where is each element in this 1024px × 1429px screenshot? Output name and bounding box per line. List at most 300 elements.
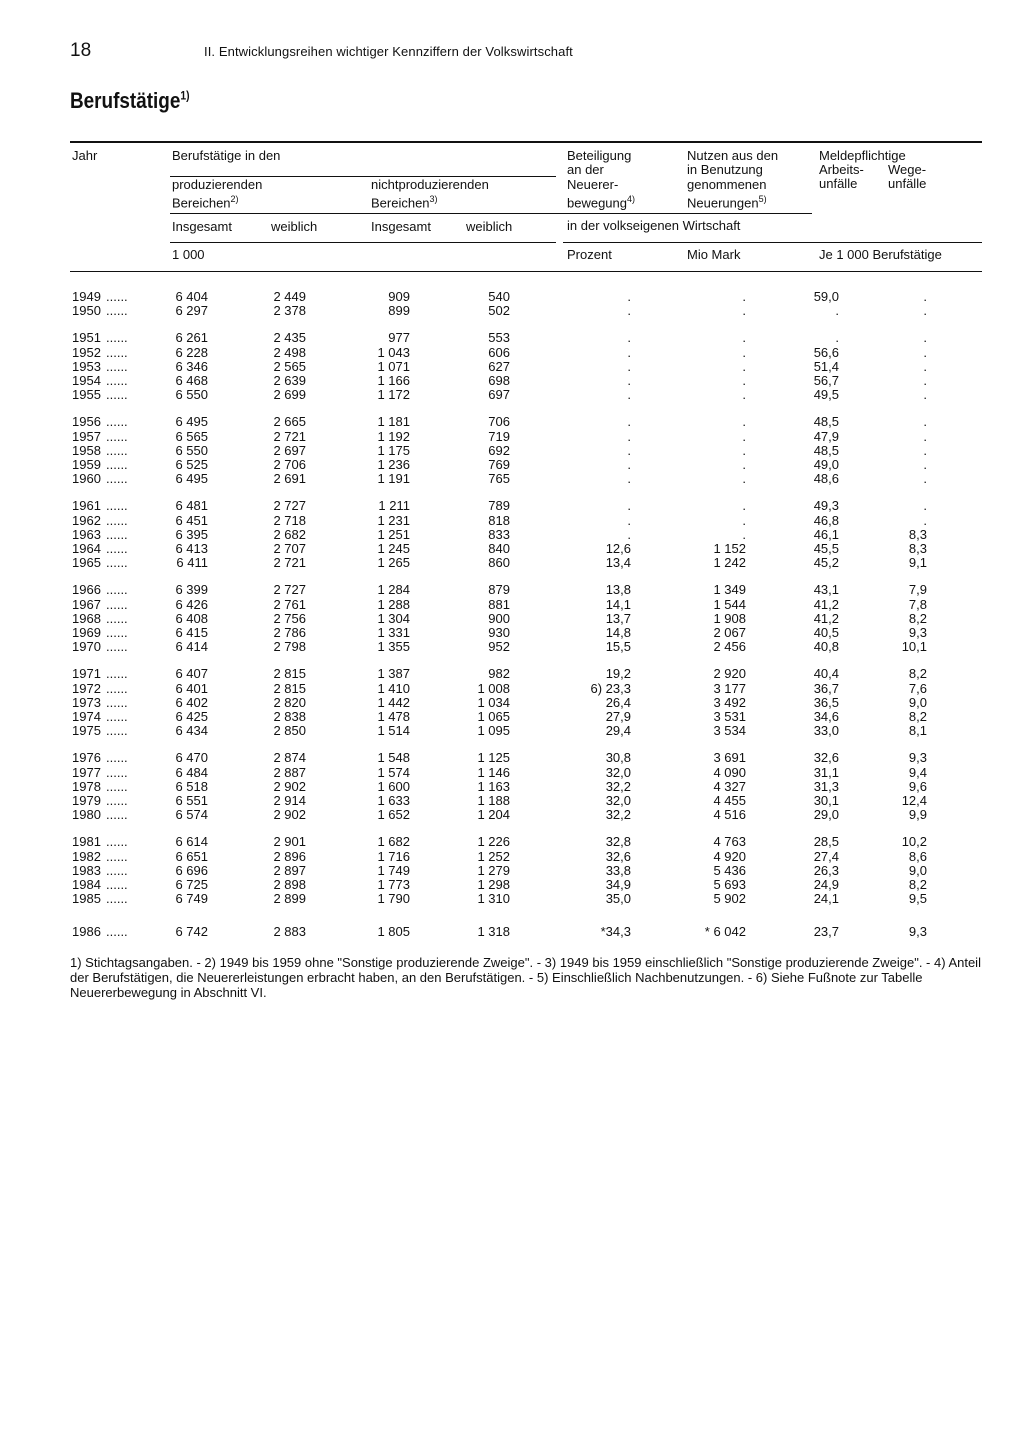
cell-produzierend-insgesamt: 6 434: [175, 723, 208, 739]
header-insgesamt-prod: Insgesamt: [172, 219, 232, 234]
cell-arbeitsunfaelle: 49,0: [813, 457, 839, 472]
cell-produzierend-insgesamt: 6 614: [175, 834, 208, 850]
cell-produzierend-weiblich: 2 665: [273, 414, 306, 430]
cell-produzierend-weiblich: 2 850: [273, 723, 306, 739]
cell-nutzen-mio-mark: 4 455: [713, 793, 746, 808]
header-wege-2: unfälle: [888, 176, 927, 191]
cell-arbeitsunfaelle: 41,2: [813, 596, 839, 612]
cell-arbeitsunfaelle: 51,4: [813, 358, 839, 374]
cell-wegeunfaelle: 8,6: [908, 848, 927, 864]
cell-nutzen-mio-mark: .: [742, 471, 746, 487]
cell-produzierend-insgesamt: 6 399: [175, 582, 208, 598]
row-year: 1981: [72, 834, 101, 850]
title-footnote-ref: 1): [180, 88, 190, 103]
cell-nutzen-mio-mark: 3 691: [713, 750, 746, 766]
leader-dots: ......: [106, 289, 128, 304]
cell-nichtproduzierend-weiblich: 818: [488, 512, 510, 528]
cell-neuererbeteiligung-prozent: .: [627, 289, 631, 304]
cell-nutzen-mio-mark: .: [742, 526, 746, 542]
running-head: II. Entwicklungsreihen wichtiger Kennziffern der Volkswirtschaft: [204, 44, 573, 59]
cell-produzierend-insgesamt: 6 401: [175, 680, 208, 696]
cell-produzierend-insgesamt: 6 525: [175, 457, 208, 472]
cell-arbeitsunfaelle: 48,5: [813, 414, 839, 430]
cell-produzierend-insgesamt: 6 470: [175, 750, 208, 766]
cell-nichtproduzierend-insgesamt: 1 191: [377, 471, 410, 487]
row-year: 1966: [72, 582, 101, 598]
cell-nichtproduzierend-weiblich: 833: [488, 526, 510, 542]
cell-produzierend-weiblich: 2 707: [273, 541, 306, 556]
row-year: 1955: [72, 387, 101, 403]
cell-produzierend-weiblich: 2 435: [273, 330, 306, 346]
row-year: 1958: [72, 442, 101, 458]
cell-produzierend-weiblich: 2 815: [273, 680, 306, 696]
cell-neuererbeteiligung-prozent: .: [627, 387, 631, 403]
cell-wegeunfaelle: 8,2: [908, 666, 927, 682]
cell-produzierend-weiblich: 2 901: [273, 834, 306, 850]
cell-arbeitsunfaelle: 48,6: [813, 471, 839, 487]
cell-nichtproduzierend-weiblich: 1 008: [477, 680, 510, 696]
header-unit-mio-mark: Mio Mark: [687, 247, 741, 262]
cell-nichtproduzierend-weiblich: 1 125: [477, 750, 510, 766]
cell-nutzen-mio-mark: 4 327: [713, 778, 746, 794]
leader-dots: ......: [106, 471, 128, 487]
row-year: 1970: [72, 639, 101, 655]
row-year: 1982: [72, 848, 101, 864]
cell-nichtproduzierend-weiblich: 1 163: [477, 778, 510, 794]
leader-dots: ......: [106, 723, 128, 739]
cell-wegeunfaelle: 9,5: [908, 891, 927, 907]
cell-nichtproduzierend-weiblich: 952: [488, 639, 510, 655]
cell-arbeitsunfaelle: 56,6: [813, 344, 839, 360]
cell-arbeitsunfaelle: 36,5: [813, 694, 839, 710]
leader-dots: ......: [106, 778, 128, 794]
cell-nichtproduzierend-weiblich: 1 318: [477, 924, 510, 940]
cell-arbeitsunfaelle: 31,3: [813, 778, 839, 794]
leader-dots: ......: [106, 526, 128, 542]
header-beteiligung-1: Beteiligung: [567, 148, 632, 163]
cell-nichtproduzierend-insgesamt: 1 682: [377, 834, 410, 850]
cell-produzierend-insgesamt: 6 346: [175, 358, 208, 374]
cell-produzierend-weiblich: 2 899: [273, 891, 306, 907]
cell-produzierend-insgesamt: 6 696: [175, 862, 208, 878]
cell-nutzen-mio-mark: 2 920: [713, 666, 746, 682]
cell-produzierend-insgesamt: 6 495: [175, 414, 208, 430]
cell-nichtproduzierend-insgesamt: 1 442: [377, 694, 410, 710]
row-year: 1969: [72, 625, 101, 640]
cell-neuererbeteiligung-prozent: 32,6: [605, 848, 631, 864]
header-insgesamt-nicht: Insgesamt: [371, 219, 431, 234]
cell-neuererbeteiligung-prozent: 13,7: [605, 610, 631, 626]
cell-nichtproduzierend-insgesamt: 1 172: [377, 387, 410, 403]
row-year: 1952: [72, 344, 101, 360]
cell-nichtproduzierend-insgesamt: 899: [388, 303, 410, 319]
cell-neuererbeteiligung-prozent: .: [627, 330, 631, 346]
cell-wegeunfaelle: .: [923, 344, 927, 360]
row-year: 1977: [72, 764, 101, 780]
footnotes: 1) Stichtagsangaben. - 2) 1949 bis 1959 ohne "Sonstige produzierende Zweige". - 3) 1949 bis 1959 einschließlich "Sonstige produzierende Zweige". - 4) Anteil der Berufstätigen, die Neuererleistungen erbracht haben, an den Berufstätigen. - 5) Einschließlich Nachbenutzungen. - 6) Siehe Fußnote zur Tabelle Neuererbewegung in Abschnitt VI.: [70, 955, 981, 1000]
cell-nutzen-mio-mark: .: [742, 414, 746, 430]
cell-neuererbeteiligung-prozent: .: [627, 498, 631, 514]
cell-nichtproduzierend-weiblich: 719: [488, 428, 510, 444]
leader-dots: ......: [106, 750, 128, 766]
cell-produzierend-weiblich: 2 883: [273, 924, 306, 940]
cell-neuererbeteiligung-prozent: 29,4: [605, 723, 631, 739]
cell-nichtproduzierend-insgesamt: 1 251: [377, 526, 410, 542]
leader-dots: ......: [106, 694, 128, 710]
cell-produzierend-insgesamt: 6 651: [175, 848, 208, 864]
cell-arbeitsunfaelle: 46,1: [813, 526, 839, 542]
cell-arbeitsunfaelle: 26,3: [813, 862, 839, 878]
cell-nichtproduzierend-insgesamt: 1 805: [377, 924, 410, 940]
cell-wegeunfaelle: 9,3: [908, 625, 927, 640]
cell-wegeunfaelle: 8,2: [908, 709, 927, 724]
header-beteiligung-3: Neuerer-: [567, 177, 619, 192]
cell-nutzen-mio-mark: .: [742, 442, 746, 458]
cell-neuererbeteiligung-prozent: .: [627, 344, 631, 360]
cell-nutzen-mio-mark: 4 920: [713, 848, 746, 864]
cell-nichtproduzierend-weiblich: 502: [488, 303, 510, 319]
cell-nichtproduzierend-weiblich: 769: [488, 457, 510, 472]
cell-nichtproduzierend-weiblich: 1 188: [477, 793, 510, 808]
cell-arbeitsunfaelle: 29,0: [813, 807, 839, 823]
cell-produzierend-weiblich: 2 914: [273, 793, 306, 808]
cell-nutzen-mio-mark: 1 349: [713, 582, 746, 598]
cell-produzierend-insgesamt: 6 407: [175, 666, 208, 682]
cell-wegeunfaelle: .: [923, 442, 927, 458]
header-beteiligung-4-text: bewegung: [567, 195, 627, 211]
leader-dots: ......: [106, 924, 128, 940]
cell-nichtproduzierend-weiblich: 1 095: [477, 723, 510, 739]
cell-nichtproduzierend-insgesamt: 977: [388, 330, 410, 346]
cell-nutzen-mio-mark: 5 693: [713, 877, 746, 892]
cell-arbeitsunfaelle: 47,9: [813, 428, 839, 444]
row-year: 1962: [72, 512, 101, 528]
header-nichtproduzierenden: nichtproduzierenden: [371, 177, 489, 192]
cell-nichtproduzierend-insgesamt: 1 790: [377, 891, 410, 907]
cell-wegeunfaelle: .: [923, 387, 927, 403]
header-weiblich-prod: weiblich: [271, 219, 318, 234]
cell-arbeitsunfaelle: 36,7: [813, 680, 839, 696]
cell-neuererbeteiligung-prozent: .: [627, 442, 631, 458]
leader-dots: ......: [106, 834, 128, 850]
row-year: 1986: [72, 924, 101, 940]
cell-produzierend-insgesamt: 6 518: [175, 778, 208, 794]
cell-wegeunfaelle: 7,6: [908, 680, 927, 696]
cell-produzierend-weiblich: 2 896: [273, 848, 306, 864]
cell-neuererbeteiligung-prozent: 33,8: [605, 862, 631, 878]
cell-nutzen-mio-mark: 1 908: [713, 610, 746, 626]
cell-arbeitsunfaelle: 45,5: [813, 541, 839, 556]
leader-dots: ......: [106, 387, 128, 403]
cell-produzierend-weiblich: 2 838: [273, 709, 306, 724]
cell-produzierend-weiblich: 2 897: [273, 862, 306, 878]
footnote-ref-5: 5): [758, 194, 767, 204]
cell-neuererbeteiligung-prozent: .: [627, 471, 631, 487]
row-year: 1953: [72, 358, 101, 374]
cell-produzierend-weiblich: 2 565: [273, 358, 306, 374]
cell-produzierend-insgesamt: 6 297: [175, 303, 208, 319]
cell-produzierend-weiblich: 2 887: [273, 764, 306, 780]
cell-nutzen-mio-mark: .: [742, 428, 746, 444]
cell-arbeitsunfaelle: 24,9: [813, 877, 839, 892]
leader-dots: ......: [106, 793, 128, 808]
cell-arbeitsunfaelle: 23,7: [813, 924, 839, 940]
cell-produzierend-insgesamt: 6 404: [175, 289, 208, 304]
cell-produzierend-weiblich: 2 727: [273, 582, 306, 598]
cell-produzierend-weiblich: 2 898: [273, 877, 306, 892]
leader-dots: ......: [106, 541, 128, 556]
cell-nichtproduzierend-insgesamt: 1 304: [377, 610, 410, 626]
row-year: 1965: [72, 555, 101, 571]
cell-neuererbeteiligung-prozent: *34,3: [600, 924, 631, 940]
row-year: 1979: [72, 793, 101, 808]
cell-nichtproduzierend-insgesamt: 1 600: [377, 778, 410, 794]
cell-wegeunfaelle: 8,1: [908, 723, 927, 739]
cell-nichtproduzierend-weiblich: 606: [488, 344, 510, 360]
cell-nutzen-mio-mark: .: [742, 457, 746, 472]
cell-wegeunfaelle: 9,3: [908, 924, 927, 940]
cell-nichtproduzierend-insgesamt: 1 410: [377, 680, 410, 696]
cell-produzierend-weiblich: 2 706: [273, 457, 306, 472]
cell-neuererbeteiligung-prozent: .: [627, 526, 631, 542]
cell-arbeitsunfaelle: 40,5: [813, 625, 839, 640]
cell-produzierend-insgesamt: 6 565: [175, 428, 208, 444]
cell-nutzen-mio-mark: 3 531: [713, 709, 746, 724]
cell-neuererbeteiligung-prozent: .: [627, 457, 631, 472]
row-year: 1964: [72, 541, 101, 556]
cell-nichtproduzierend-insgesamt: 1 478: [377, 709, 410, 724]
cell-neuererbeteiligung-prozent: .: [627, 512, 631, 528]
cell-neuererbeteiligung-prozent: 32,2: [605, 807, 631, 823]
cell-wegeunfaelle: 9,6: [908, 778, 927, 794]
cell-arbeitsunfaelle: 27,4: [813, 848, 839, 864]
row-year: 1951: [72, 330, 101, 346]
cell-produzierend-insgesamt: 6 408: [175, 610, 208, 626]
cell-arbeitsunfaelle: 49,5: [813, 387, 839, 403]
cell-produzierend-insgesamt: 6 261: [175, 330, 208, 346]
cell-neuererbeteiligung-prozent: 14,8: [605, 625, 631, 640]
row-year: 1974: [72, 709, 101, 724]
cell-wegeunfaelle: 8,2: [908, 877, 927, 892]
cell-nichtproduzierend-insgesamt: 1 355: [377, 639, 410, 655]
header-produzierenden: produzierenden: [172, 177, 263, 192]
cell-nutzen-mio-mark: .: [742, 387, 746, 403]
cell-nichtproduzierend-insgesamt: 1 265: [377, 555, 410, 571]
leader-dots: ......: [106, 330, 128, 346]
row-year: 1975: [72, 723, 101, 739]
row-year: 1950: [72, 303, 101, 319]
leader-dots: ......: [106, 512, 128, 528]
cell-neuererbeteiligung-prozent: 30,8: [605, 750, 631, 766]
cell-arbeitsunfaelle: 45,2: [813, 555, 839, 571]
cell-neuererbeteiligung-prozent: .: [627, 373, 631, 388]
header-unit-je-1000: Je 1 000 Berufstätige: [819, 247, 942, 262]
cell-nichtproduzierend-insgesamt: 1 749: [377, 862, 410, 878]
page-number: 18: [70, 40, 92, 61]
row-year: 1959: [72, 457, 101, 472]
cell-neuererbeteiligung-prozent: 14,1: [605, 596, 631, 612]
cell-nutzen-mio-mark: 1 152: [713, 541, 746, 556]
cell-nichtproduzierend-weiblich: 697: [488, 387, 510, 403]
cell-nichtproduzierend-insgesamt: 1 211: [378, 498, 410, 514]
cell-nichtproduzierend-weiblich: 692: [488, 442, 510, 458]
cell-produzierend-insgesamt: 6 468: [175, 373, 208, 388]
cell-nutzen-mio-mark: .: [742, 303, 746, 319]
cell-nichtproduzierend-insgesamt: 1 387: [377, 666, 410, 682]
leader-dots: ......: [106, 428, 128, 444]
cell-nichtproduzierend-insgesamt: 1 043: [377, 344, 410, 360]
leader-dots: ......: [106, 457, 128, 472]
cell-arbeitsunfaelle: 49,3: [813, 498, 839, 514]
cell-neuererbeteiligung-prozent: 32,0: [605, 793, 631, 808]
cell-nichtproduzierend-weiblich: 540: [488, 289, 510, 304]
leader-dots: ......: [106, 807, 128, 823]
cell-nichtproduzierend-weiblich: 1 065: [477, 709, 510, 724]
cell-wegeunfaelle: .: [923, 303, 927, 319]
header-bereichen-prod-text: Bereichen: [172, 195, 231, 211]
cell-wegeunfaelle: .: [923, 471, 927, 487]
cell-nichtproduzierend-weiblich: 1 310: [477, 891, 510, 907]
cell-nichtproduzierend-weiblich: 860: [488, 555, 510, 571]
cell-produzierend-weiblich: 2 449: [273, 289, 306, 304]
cell-produzierend-weiblich: 2 902: [273, 807, 306, 823]
cell-nichtproduzierend-weiblich: 930: [488, 625, 510, 640]
cell-arbeitsunfaelle: 56,7: [813, 373, 839, 388]
leader-dots: ......: [106, 414, 128, 430]
cell-neuererbeteiligung-prozent: 34,9: [605, 877, 631, 892]
cell-produzierend-weiblich: 2 815: [273, 666, 306, 682]
header-meldepflichtige: Meldepflichtige: [819, 148, 906, 163]
cell-wegeunfaelle: 8,2: [908, 610, 927, 626]
cell-nichtproduzierend-weiblich: 553: [488, 330, 510, 346]
cell-nutzen-mio-mark: 1 242: [713, 555, 746, 571]
cell-produzierend-weiblich: 2 721: [273, 555, 306, 571]
cell-nutzen-mio-mark: 5 902: [713, 891, 746, 907]
cell-wegeunfaelle: .: [923, 457, 927, 472]
cell-wegeunfaelle: .: [923, 498, 927, 514]
cell-wegeunfaelle: .: [923, 358, 927, 374]
footnote-ref-2: 2): [230, 194, 239, 204]
header-nutzen-2: in Benutzung: [687, 162, 763, 177]
leader-dots: ......: [106, 555, 128, 571]
cell-wegeunfaelle: 9,4: [908, 764, 927, 780]
row-year: 1983: [72, 862, 101, 878]
cell-nichtproduzierend-weiblich: 1 146: [477, 764, 510, 780]
cell-produzierend-insgesamt: 6 395: [175, 526, 208, 542]
cell-wegeunfaelle: 9,0: [908, 862, 927, 878]
cell-nichtproduzierend-insgesamt: 1 175: [377, 442, 410, 458]
row-year: 1973: [72, 694, 101, 710]
cell-produzierend-weiblich: 2 697: [273, 442, 306, 458]
cell-nichtproduzierend-weiblich: 1 298: [477, 877, 510, 892]
cell-wegeunfaelle: 12,4: [901, 793, 927, 808]
row-year: 1968: [72, 610, 101, 626]
cell-nutzen-mio-mark: 3 177: [713, 680, 746, 696]
cell-nichtproduzierend-weiblich: 900: [488, 610, 510, 626]
cell-neuererbeteiligung-prozent: 13,8: [605, 582, 631, 598]
cell-arbeitsunfaelle: 31,1: [813, 764, 839, 780]
leader-dots: ......: [106, 303, 128, 319]
cell-nutzen-mio-mark: .: [742, 289, 746, 304]
header-jahr: Jahr: [72, 148, 98, 163]
cell-produzierend-insgesamt: 6 742: [175, 924, 208, 940]
cell-arbeitsunfaelle: 24,1: [813, 891, 839, 907]
cell-produzierend-insgesamt: 6 550: [175, 442, 208, 458]
row-year: 1957: [72, 428, 101, 444]
cell-produzierend-weiblich: 2 786: [273, 625, 306, 640]
footnote-ref-4: 4): [627, 194, 636, 204]
cell-produzierend-weiblich: 2 498: [273, 344, 306, 360]
cell-nutzen-mio-mark: 4 516: [713, 807, 746, 823]
cell-produzierend-weiblich: 2 378: [273, 303, 306, 319]
row-year: 1985: [72, 891, 101, 907]
cell-neuererbeteiligung-prozent: 6) 23,3: [590, 680, 631, 696]
cell-nichtproduzierend-insgesamt: 1 181: [377, 414, 410, 430]
cell-nichtproduzierend-weiblich: 789: [488, 498, 510, 514]
cell-arbeitsunfaelle: 32,6: [813, 750, 839, 766]
cell-arbeitsunfaelle: 48,5: [813, 442, 839, 458]
header-weiblich-nicht: weiblich: [466, 219, 513, 234]
cell-nichtproduzierend-weiblich: 765: [488, 471, 510, 487]
cell-nutzen-mio-mark: .: [742, 344, 746, 360]
leader-dots: ......: [106, 877, 128, 892]
header-unit-prozent: Prozent: [567, 247, 612, 262]
cell-nichtproduzierend-weiblich: 881: [488, 596, 510, 612]
leader-dots: ......: [106, 596, 128, 612]
cell-nichtproduzierend-insgesamt: 1 514: [377, 723, 410, 739]
row-year: 1963: [72, 526, 101, 542]
header-nutzen-4-text: Neuerungen: [687, 195, 759, 211]
cell-nutzen-mio-mark: 2 067: [713, 625, 746, 640]
cell-nichtproduzierend-insgesamt: 1 633: [377, 793, 410, 808]
cell-neuererbeteiligung-prozent: .: [627, 303, 631, 319]
leader-dots: ......: [106, 373, 128, 388]
cell-produzierend-insgesamt: 6 551: [175, 793, 208, 808]
row-year: 1971: [72, 666, 101, 682]
row-year: 1972: [72, 680, 101, 696]
cell-nutzen-mio-mark: .: [742, 358, 746, 374]
cell-produzierend-weiblich: 2 820: [273, 694, 306, 710]
header-berufstaetige-in-den: Berufstätige in den: [172, 148, 281, 163]
cell-arbeitsunfaelle: 43,1: [813, 582, 839, 598]
cell-nichtproduzierend-insgesamt: 1 192: [377, 428, 410, 444]
cell-produzierend-insgesamt: 6 411: [176, 555, 208, 571]
cell-produzierend-insgesamt: 6 749: [175, 891, 208, 907]
leader-dots: ......: [106, 442, 128, 458]
leader-dots: ......: [106, 344, 128, 360]
cell-nutzen-mio-mark: 2 456: [713, 639, 746, 655]
cell-nichtproduzierend-insgesamt: 1 331: [377, 625, 410, 640]
cell-wegeunfaelle: .: [923, 414, 927, 430]
cell-nichtproduzierend-insgesamt: 1 288: [377, 596, 410, 612]
leader-dots: ......: [106, 848, 128, 864]
row-year: 1961: [72, 498, 101, 514]
cell-nutzen-mio-mark: .: [742, 330, 746, 346]
header-in-der-volkseigenen: in der volkseigenen Wirtschaft: [567, 218, 741, 233]
leader-dots: ......: [106, 358, 128, 374]
row-year: 1960: [72, 471, 101, 487]
cell-neuererbeteiligung-prozent: .: [627, 428, 631, 444]
cell-nutzen-mio-mark: .: [742, 512, 746, 528]
cell-arbeitsunfaelle: 28,5: [813, 834, 839, 850]
cell-nichtproduzierend-weiblich: 1 279: [477, 862, 510, 878]
cell-neuererbeteiligung-prozent: 26,4: [605, 694, 631, 710]
cell-neuererbeteiligung-prozent: 32,0: [605, 764, 631, 780]
cell-produzierend-insgesamt: 6 451: [175, 512, 208, 528]
cell-produzierend-weiblich: 2 699: [273, 387, 306, 403]
cell-produzierend-insgesamt: 6 426: [175, 596, 208, 612]
header-arbeits-2: unfälle: [819, 176, 858, 191]
